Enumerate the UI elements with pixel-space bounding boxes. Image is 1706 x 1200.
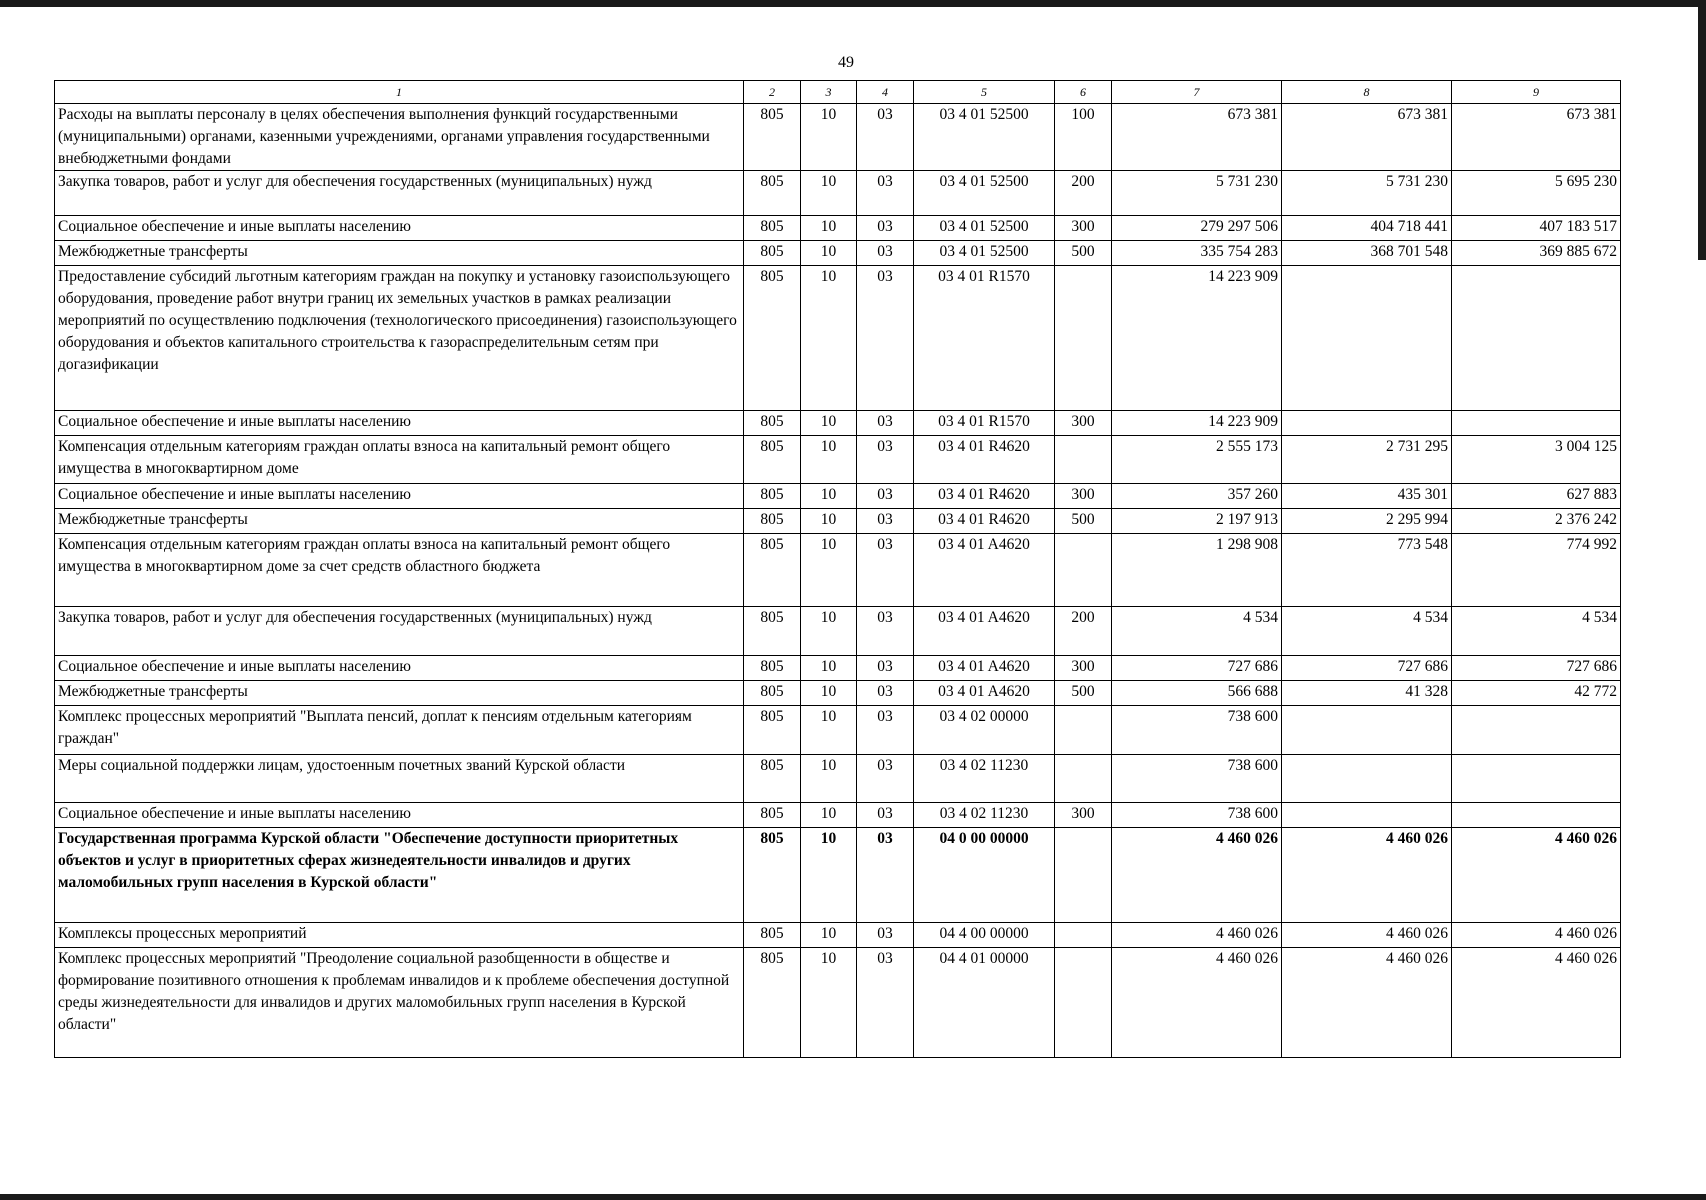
amount-year1-cell: 738 600 — [1112, 803, 1282, 828]
amount-year3-cell: 774 992 — [1452, 534, 1621, 607]
section-code-cell: 10 — [801, 923, 857, 948]
ministry-code-cell: 805 — [744, 706, 801, 755]
expense-type-cell: 300 — [1055, 803, 1112, 828]
ministry-code-cell: 805 — [744, 411, 801, 436]
target-article-cell: 03 4 01 52500 — [914, 104, 1055, 171]
target-article-cell: 03 4 02 11230 — [914, 755, 1055, 803]
header-cell: 9 — [1452, 81, 1621, 104]
amount-year1-cell: 738 600 — [1112, 706, 1282, 755]
subsection-code-cell: 03 — [857, 509, 914, 534]
amount-year3-cell: 727 686 — [1452, 656, 1621, 681]
section-code-cell: 10 — [801, 266, 857, 411]
table-row — [55, 755, 1621, 803]
amount-year3-cell — [1452, 266, 1621, 411]
target-article-cell: 03 4 02 00000 — [914, 706, 1055, 755]
section-code-cell: 10 — [801, 607, 857, 656]
table-row — [55, 656, 1621, 681]
row-name-cell: Государственная программа Курской области "Обеспечение доступности приоритетных объектов и услуг в приоритетных сферах жизнедеятельности инвалидов и других маломобильных групп населения в Курской области" — [55, 828, 744, 923]
ministry-code-cell: 805 — [744, 104, 801, 171]
table-row — [55, 241, 1621, 266]
row-name-cell: Социальное обеспечение и иные выплаты населению — [55, 803, 744, 828]
subsection-code-cell: 03 — [857, 216, 914, 241]
amount-year3-cell: 4 460 026 — [1452, 923, 1621, 948]
expense-type-cell: 500 — [1055, 681, 1112, 706]
subsection-code-cell: 03 — [857, 803, 914, 828]
amount-year2-cell — [1282, 755, 1452, 803]
table-row — [55, 171, 1621, 216]
target-article-cell: 03 4 01 A4620 — [914, 681, 1055, 706]
target-article-cell: 03 4 01 A4620 — [914, 534, 1055, 607]
subsection-code-cell: 03 — [857, 266, 914, 411]
section-code-cell: 10 — [801, 706, 857, 755]
section-code-cell: 10 — [801, 656, 857, 681]
row-name-cell: Комплексы процессных мероприятий — [55, 923, 744, 948]
header-row — [55, 81, 1621, 104]
amount-year3-cell: 4 460 026 — [1452, 948, 1621, 1058]
section-code-cell: 10 — [801, 828, 857, 923]
row-name-cell: Комплекс процессных мероприятий "Выплата пенсий, доплат к пенсиям отдельным категориям граждан" — [55, 706, 744, 755]
row-name-cell: Предоставление субсидий льготным категориям граждан на покупку и установку газоиспользующего оборудования, проведение работ внутри границ их земельных участков в рамках реализации мероприятий по осуществлению подключения (технологического присоединения) газоиспользующего оборудования и объектов капитального строительства к газораспределительным сетям при догазификации — [55, 266, 744, 411]
amount-year3-cell — [1452, 755, 1621, 803]
subsection-code-cell: 03 — [857, 828, 914, 923]
target-article-cell: 03 4 01 R4620 — [914, 436, 1055, 484]
ministry-code-cell: 805 — [744, 484, 801, 509]
amount-year1-cell: 2 197 913 — [1112, 509, 1282, 534]
table-row — [55, 484, 1621, 509]
ministry-code-cell: 805 — [744, 923, 801, 948]
ministry-code-cell: 805 — [744, 216, 801, 241]
amount-year1-cell: 673 381 — [1112, 104, 1282, 171]
amount-year2-cell: 4 460 026 — [1282, 948, 1452, 1058]
amount-year3-cell: 369 885 672 — [1452, 241, 1621, 266]
table-row — [55, 681, 1621, 706]
subsection-code-cell: 03 — [857, 534, 914, 607]
table-row — [55, 803, 1621, 828]
amount-year3-cell — [1452, 803, 1621, 828]
section-code-cell: 10 — [801, 104, 857, 171]
row-name-cell: Социальное обеспечение и иные выплаты населению — [55, 484, 744, 509]
target-article-cell: 04 4 01 00000 — [914, 948, 1055, 1058]
target-article-cell: 04 4 00 00000 — [914, 923, 1055, 948]
amount-year2-cell: 435 301 — [1282, 484, 1452, 509]
header-cell: 7 — [1112, 81, 1282, 104]
target-article-cell: 03 4 01 R4620 — [914, 509, 1055, 534]
table-row — [55, 534, 1621, 607]
amount-year1-cell: 5 731 230 — [1112, 171, 1282, 216]
amount-year3-cell: 4 460 026 — [1452, 828, 1621, 923]
table-row — [55, 104, 1621, 171]
expense-type-cell: 100 — [1055, 104, 1112, 171]
amount-year2-cell: 673 381 — [1282, 104, 1452, 171]
row-name-cell: Комплекс процессных мероприятий "Преодоление социальной разобщенности в обществе и формирование позитивного отношения к проблемам инвалидов и к проблеме обеспечения доступной среды жизнедеятельности для инвалидов и других маломобильных групп населения в Курской области" — [55, 948, 744, 1058]
target-article-cell: 03 4 01 R1570 — [914, 266, 1055, 411]
amount-year1-cell: 1 298 908 — [1112, 534, 1282, 607]
expense-type-cell: 300 — [1055, 656, 1112, 681]
target-article-cell: 03 4 01 R1570 — [914, 411, 1055, 436]
header-cell: 3 — [801, 81, 857, 104]
amount-year3-cell: 673 381 — [1452, 104, 1621, 171]
target-article-cell: 03 4 01 R4620 — [914, 484, 1055, 509]
header-cell: 2 — [744, 81, 801, 104]
amount-year1-cell: 727 686 — [1112, 656, 1282, 681]
ministry-code-cell: 805 — [744, 534, 801, 607]
amount-year1-cell: 335 754 283 — [1112, 241, 1282, 266]
row-name-cell: Социальное обеспечение и иные выплаты населению — [55, 411, 744, 436]
row-name-cell: Межбюджетные трансферты — [55, 681, 744, 706]
subsection-code-cell: 03 — [857, 436, 914, 484]
amount-year3-cell: 2 376 242 — [1452, 509, 1621, 534]
header-cell: 6 — [1055, 81, 1112, 104]
expense-type-cell: 300 — [1055, 216, 1112, 241]
target-article-cell: 04 0 00 00000 — [914, 828, 1055, 923]
section-code-cell: 10 — [801, 755, 857, 803]
subsection-code-cell: 03 — [857, 607, 914, 656]
header-cell: 1 — [55, 81, 744, 104]
section-code-cell: 10 — [801, 509, 857, 534]
ministry-code-cell: 805 — [744, 266, 801, 411]
row-name-cell: Межбюджетные трансферты — [55, 509, 744, 534]
ministry-code-cell: 805 — [744, 755, 801, 803]
expense-type-cell: 200 — [1055, 607, 1112, 656]
amount-year1-cell: 738 600 — [1112, 755, 1282, 803]
budget-table — [54, 80, 1621, 1058]
section-code-cell: 10 — [801, 948, 857, 1058]
ministry-code-cell: 805 — [744, 803, 801, 828]
row-name-cell: Меры социальной поддержки лицам, удостоенным почетных званий Курской области — [55, 755, 744, 803]
ministry-code-cell: 805 — [744, 241, 801, 266]
expense-type-cell — [1055, 948, 1112, 1058]
subsection-code-cell: 03 — [857, 656, 914, 681]
table-row — [55, 948, 1621, 1058]
expense-type-cell — [1055, 755, 1112, 803]
row-name-cell: Закупка товаров, работ и услуг для обеспечения государственных (муниципальных) нужд — [55, 607, 744, 656]
amount-year3-cell: 5 695 230 — [1452, 171, 1621, 216]
amount-year2-cell: 727 686 — [1282, 656, 1452, 681]
amount-year1-cell: 4 460 026 — [1112, 948, 1282, 1058]
amount-year2-cell — [1282, 266, 1452, 411]
amount-year3-cell — [1452, 706, 1621, 755]
ministry-code-cell: 805 — [744, 681, 801, 706]
amount-year1-cell: 566 688 — [1112, 681, 1282, 706]
amount-year3-cell: 627 883 — [1452, 484, 1621, 509]
subsection-code-cell: 03 — [857, 241, 914, 266]
expense-type-cell: 300 — [1055, 484, 1112, 509]
section-code-cell: 10 — [801, 436, 857, 484]
amount-year2-cell — [1282, 411, 1452, 436]
subsection-code-cell: 03 — [857, 484, 914, 509]
target-article-cell: 03 4 02 11230 — [914, 803, 1055, 828]
row-name-cell: Компенсация отдельным категориям граждан оплаты взноса на капитальный ремонт общего имущества в многоквартирном доме за счет средств областного бюджета — [55, 534, 744, 607]
amount-year2-cell: 4 460 026 — [1282, 828, 1452, 923]
target-article-cell: 03 4 01 52500 — [914, 171, 1055, 216]
amount-year2-cell: 5 731 230 — [1282, 171, 1452, 216]
section-code-cell: 10 — [801, 171, 857, 216]
amount-year3-cell — [1452, 411, 1621, 436]
amount-year1-cell: 279 297 506 — [1112, 216, 1282, 241]
amount-year1-cell: 2 555 173 — [1112, 436, 1282, 484]
amount-year3-cell: 4 534 — [1452, 607, 1621, 656]
amount-year1-cell: 4 460 026 — [1112, 828, 1282, 923]
expense-type-cell — [1055, 534, 1112, 607]
scan-edge-top — [0, 0, 1706, 7]
target-article-cell: 03 4 01 A4620 — [914, 656, 1055, 681]
amount-year2-cell: 2 731 295 — [1282, 436, 1452, 484]
amount-year3-cell: 42 772 — [1452, 681, 1621, 706]
table-body — [55, 104, 1621, 1058]
table-row — [55, 509, 1621, 534]
amount-year1-cell: 14 223 909 — [1112, 411, 1282, 436]
page-number: 49 — [838, 54, 854, 71]
subsection-code-cell: 03 — [857, 948, 914, 1058]
row-name-cell: Расходы на выплаты персоналу в целях обеспечения выполнения функций государственными (муниципальными) органами, казенными учреждениями, органами управления государственными внебюджетными фондами — [55, 104, 744, 171]
section-code-cell: 10 — [801, 241, 857, 266]
table-row — [55, 411, 1621, 436]
row-name-cell: Межбюджетные трансферты — [55, 241, 744, 266]
expense-type-cell — [1055, 923, 1112, 948]
amount-year2-cell — [1282, 803, 1452, 828]
amount-year1-cell: 14 223 909 — [1112, 266, 1282, 411]
ministry-code-cell: 805 — [744, 948, 801, 1058]
amount-year1-cell: 4 460 026 — [1112, 923, 1282, 948]
scan-edge-right — [1698, 0, 1706, 260]
section-code-cell: 10 — [801, 681, 857, 706]
table-row — [55, 216, 1621, 241]
amount-year2-cell: 404 718 441 — [1282, 216, 1452, 241]
row-name-cell: Закупка товаров, работ и услуг для обеспечения государственных (муниципальных) нужд — [55, 171, 744, 216]
subsection-code-cell: 03 — [857, 411, 914, 436]
amount-year2-cell: 773 548 — [1282, 534, 1452, 607]
section-code-cell: 10 — [801, 411, 857, 436]
header-cell: 5 — [914, 81, 1055, 104]
row-name-cell: Социальное обеспечение и иные выплаты населению — [55, 216, 744, 241]
amount-year2-cell — [1282, 706, 1452, 755]
table-row — [55, 607, 1621, 656]
section-code-cell: 10 — [801, 216, 857, 241]
table-row — [55, 436, 1621, 484]
expense-type-cell: 200 — [1055, 171, 1112, 216]
header-cell: 8 — [1282, 81, 1452, 104]
amount-year2-cell: 2 295 994 — [1282, 509, 1452, 534]
expense-type-cell: 500 — [1055, 241, 1112, 266]
subsection-code-cell: 03 — [857, 681, 914, 706]
section-code-cell: 10 — [801, 484, 857, 509]
target-article-cell: 03 4 01 52500 — [914, 241, 1055, 266]
table-row — [55, 266, 1621, 411]
section-code-cell: 10 — [801, 534, 857, 607]
amount-year1-cell: 4 534 — [1112, 607, 1282, 656]
row-name-cell: Компенсация отдельным категориям граждан оплаты взноса на капитальный ремонт общего имущества в многоквартирном доме — [55, 436, 744, 484]
expense-type-cell — [1055, 266, 1112, 411]
amount-year2-cell: 4 534 — [1282, 607, 1452, 656]
expense-type-cell — [1055, 828, 1112, 923]
section-code-cell: 10 — [801, 803, 857, 828]
amount-year3-cell: 3 004 125 — [1452, 436, 1621, 484]
target-article-cell: 03 4 01 52500 — [914, 216, 1055, 241]
row-name-cell: Социальное обеспечение и иные выплаты населению — [55, 656, 744, 681]
ministry-code-cell: 805 — [744, 436, 801, 484]
table-row — [55, 828, 1621, 923]
ministry-code-cell: 805 — [744, 509, 801, 534]
header-cell: 4 — [857, 81, 914, 104]
expense-type-cell — [1055, 436, 1112, 484]
subsection-code-cell: 03 — [857, 104, 914, 171]
amount-year2-cell: 368 701 548 — [1282, 241, 1452, 266]
subsection-code-cell: 03 — [857, 706, 914, 755]
scan-edge-bottom — [0, 1194, 1706, 1200]
table-row — [55, 706, 1621, 755]
ministry-code-cell: 805 — [744, 607, 801, 656]
subsection-code-cell: 03 — [857, 923, 914, 948]
amount-year2-cell: 41 328 — [1282, 681, 1452, 706]
expense-type-cell — [1055, 706, 1112, 755]
ministry-code-cell: 805 — [744, 656, 801, 681]
subsection-code-cell: 03 — [857, 171, 914, 216]
table-row — [55, 923, 1621, 948]
amount-year3-cell: 407 183 517 — [1452, 216, 1621, 241]
ministry-code-cell: 805 — [744, 171, 801, 216]
ministry-code-cell: 805 — [744, 828, 801, 923]
subsection-code-cell: 03 — [857, 755, 914, 803]
expense-type-cell: 500 — [1055, 509, 1112, 534]
expense-type-cell: 300 — [1055, 411, 1112, 436]
amount-year2-cell: 4 460 026 — [1282, 923, 1452, 948]
amount-year1-cell: 357 260 — [1112, 484, 1282, 509]
target-article-cell: 03 4 01 A4620 — [914, 607, 1055, 656]
